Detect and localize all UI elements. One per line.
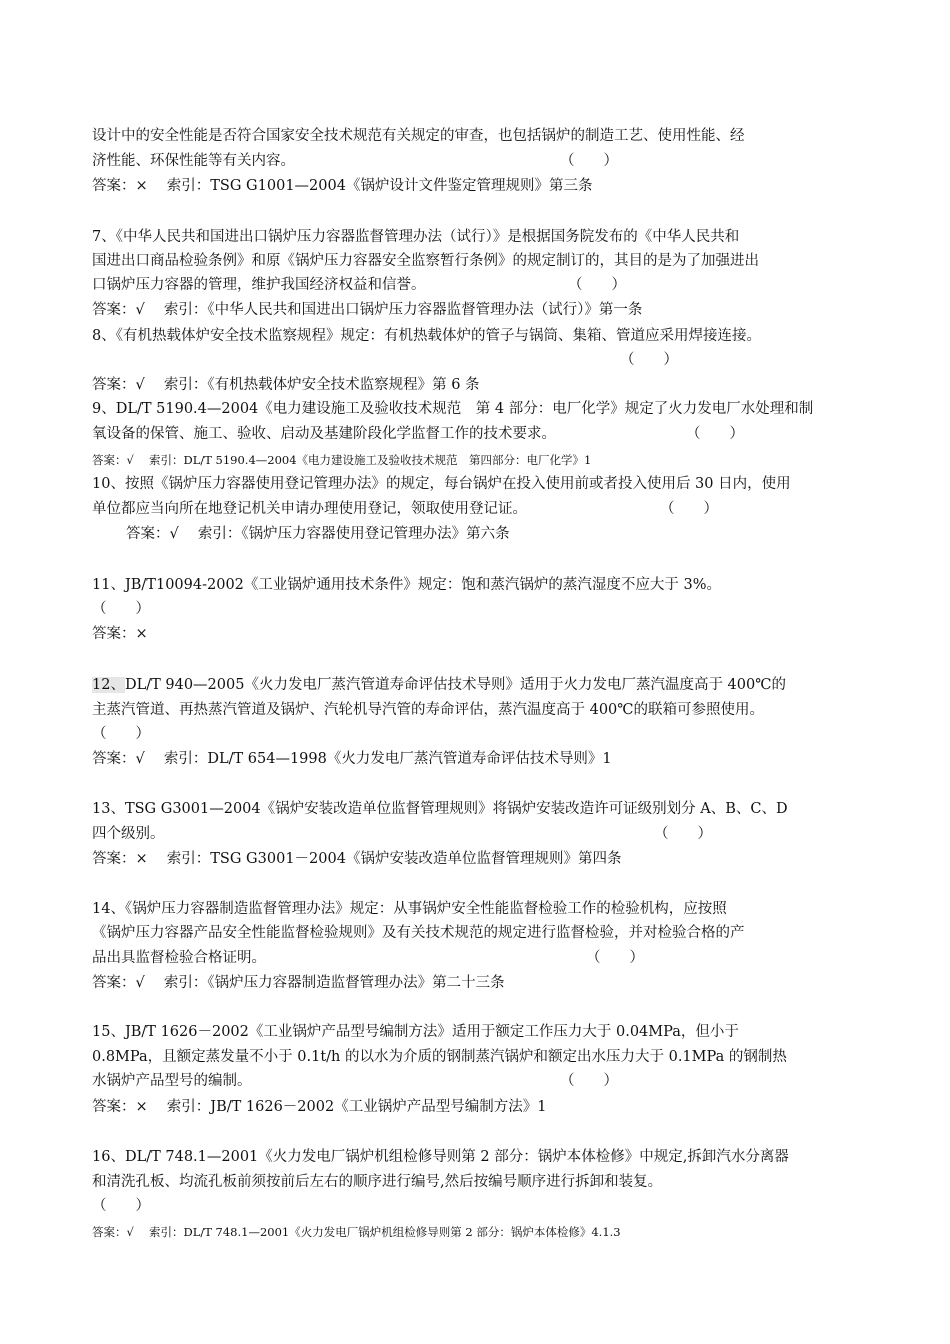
q11-bracket: （ ）: [92, 601, 150, 617]
intro-line-2: 济性能、环保性能等有关内容。: [92, 153, 295, 169]
q14-bracket: （ ）: [586, 950, 644, 966]
q15-line-2: 0.8MPa，且额定蒸发量不小于 0.1t/h 的以水为介质的钢制蒸汽锅炉和额定出水压力大于 0.1MPa 的钢制热: [92, 1049, 787, 1065]
q12-line-2: 主蒸汽管道、再热蒸汽管道及锅炉、汽轮机导汽管的寿命评估，蒸汽温度高于 400℃的联箱可参照使用。: [92, 702, 765, 718]
q15-line-3: 水锅炉产品型号的编制。: [92, 1073, 252, 1089]
q16-line-1: 16、DL/T 748.1—2001《火力发电厂锅炉机组检修导则第 2 部分：锅炉本体检修》中规定,拆卸汽水分离器: [92, 1149, 789, 1165]
q12-bracket: （ ）: [92, 726, 150, 742]
q9-bracket: （ ）: [686, 426, 744, 442]
answer-bracket: （ ）: [560, 153, 618, 169]
q10-answer: 答案：√ 索引：《锅炉压力容器使用登记管理办法》第六条: [126, 526, 510, 542]
q14-line-1: 14、《锅炉压力容器制造监督管理办法》规定：从事锅炉安全性能监督检验工作的检验机构，应按照: [92, 901, 727, 917]
q12-answer: 答案：√ 索引：DL/T 654—1998《火力发电厂蒸汽管道寿命评估技术导则》1: [92, 751, 612, 767]
q16-bracket: （ ）: [92, 1198, 150, 1214]
q13-bracket: （ ）: [654, 826, 712, 842]
answer-line: 答案：× 索引：TSG G1001—2004《锅炉设计文件鉴定管理规则》第三条: [92, 178, 593, 194]
q8-line-1: 8、《有机热载体炉安全技术监察规程》规定：有机热载体炉的管子与锅筒、集箱、管道应采用焊接连接。: [92, 328, 761, 344]
q13-answer: 答案：× 索引：TSG G3001－2004《锅炉安装改造单位监督管理规则》第四条: [92, 851, 622, 867]
q9-line-2: 氧设备的保管、施工、验收、启动及基建阶段化学监督工作的技术要求。: [92, 426, 556, 442]
q14-line-2: 《锅炉压力容器产品安全性能监督检验规则》及有关技术规范的规定进行监督检验，并对检验合格的产: [92, 925, 745, 941]
q11-line-1: 11、JB/T10094-2002《工业锅炉通用技术条件》规定：饱和蒸汽锅炉的蒸汽湿度不应大于 3%。: [92, 577, 722, 593]
q7-answer: 答案：√ 索引：《中华人民共和国进出口锅炉压力容器监督管理办法（试行）》第一条: [92, 302, 643, 318]
q7-line-1: 7、《中华人民共和国进出口锅炉压力容器监督管理办法（试行）》是根据国务院发布的《中华人民共和: [92, 229, 740, 245]
q15-bracket: （ ）: [560, 1073, 618, 1089]
q7-line-2: 国进出口商品检验条例》和原《锅炉压力容器安全监察暂行条例》的规定制订的，其目的是为了加强进出: [92, 253, 759, 269]
q10-bracket: （ ）: [660, 501, 718, 517]
q10-line-1: 10、按照《锅炉压力容器使用登记管理办法》的规定，每台锅炉在投入使用前或者投入使用后 30 日内，使用: [92, 476, 791, 492]
q15-answer: 答案：× 索引：JB/T 1626－2002《工业锅炉产品型号编制方法》1: [92, 1099, 547, 1115]
intro-line-1: 设计中的安全性能是否符合国家安全技术规范有关规定的审查，也包括锅炉的制造工艺、使用性能、经: [92, 128, 745, 144]
q12-line-1-text: DL/T 940—2005《火力发电厂蒸汽管道寿命评估技术导则》适用于火力发电厂蒸汽温度高于 400℃的: [124, 677, 786, 693]
q15-line-1: 15、JB/T 1626－2002《工业锅炉产品型号编制方法》适用于额定工作压力大于 0.04MPa，但小于: [92, 1024, 739, 1040]
q9-line-1: 9、DL/T 5190.4—2004《电力建设施工及验收技术规范 第 4 部分：电厂化学》规定了火力发电厂水处理和制: [92, 401, 814, 417]
q16-line-2: 和清洗孔板、均流孔板前须按前后左右的顺序进行编号,然后按编号顺序进行拆卸和装复。: [92, 1174, 663, 1190]
q13-line-1: 13、TSG G3001—2004《锅炉安装改造单位监督管理规则》将锅炉安装改造许可证级别划分 A、B、C、D: [92, 801, 788, 817]
q16-answer: 答案：√ 索引：DL/T 748.1—2001《火力发电厂锅炉机组检修导则第 2 部分：锅炉本体检修》4.1.3: [92, 1225, 621, 1239]
q14-answer: 答案：√ 索引：《锅炉压力容器制造监督管理办法》第二十三条: [92, 975, 505, 991]
q10-line-2: 单位都应当向所在地登记机关申请办理使用登记，领取使用登记证。: [92, 501, 527, 517]
q12-line-1: [92, 674, 786, 696]
q8-answer: 答案：√ 索引：《有机热载体炉安全技术监察规程》第 6 条: [92, 377, 480, 393]
q14-line-3: 品出具监督检验合格证明。: [92, 950, 266, 966]
q12-number: 12、: [92, 677, 125, 693]
q8-bracket: （ ）: [620, 352, 678, 368]
q13-line-2: 四个级别。: [92, 826, 165, 842]
q7-bracket: （ ）: [568, 277, 626, 293]
q7-line-3: 口锅炉压力容器的管理，维护我国经济权益和信誉。: [92, 277, 426, 293]
q9-answer: 答案：√ 索引：DL/T 5190.4—2004《电力建设施工及验收技术规范 第四部分：电厂化学》1: [92, 453, 592, 467]
q11-answer: 答案：×: [92, 626, 148, 642]
